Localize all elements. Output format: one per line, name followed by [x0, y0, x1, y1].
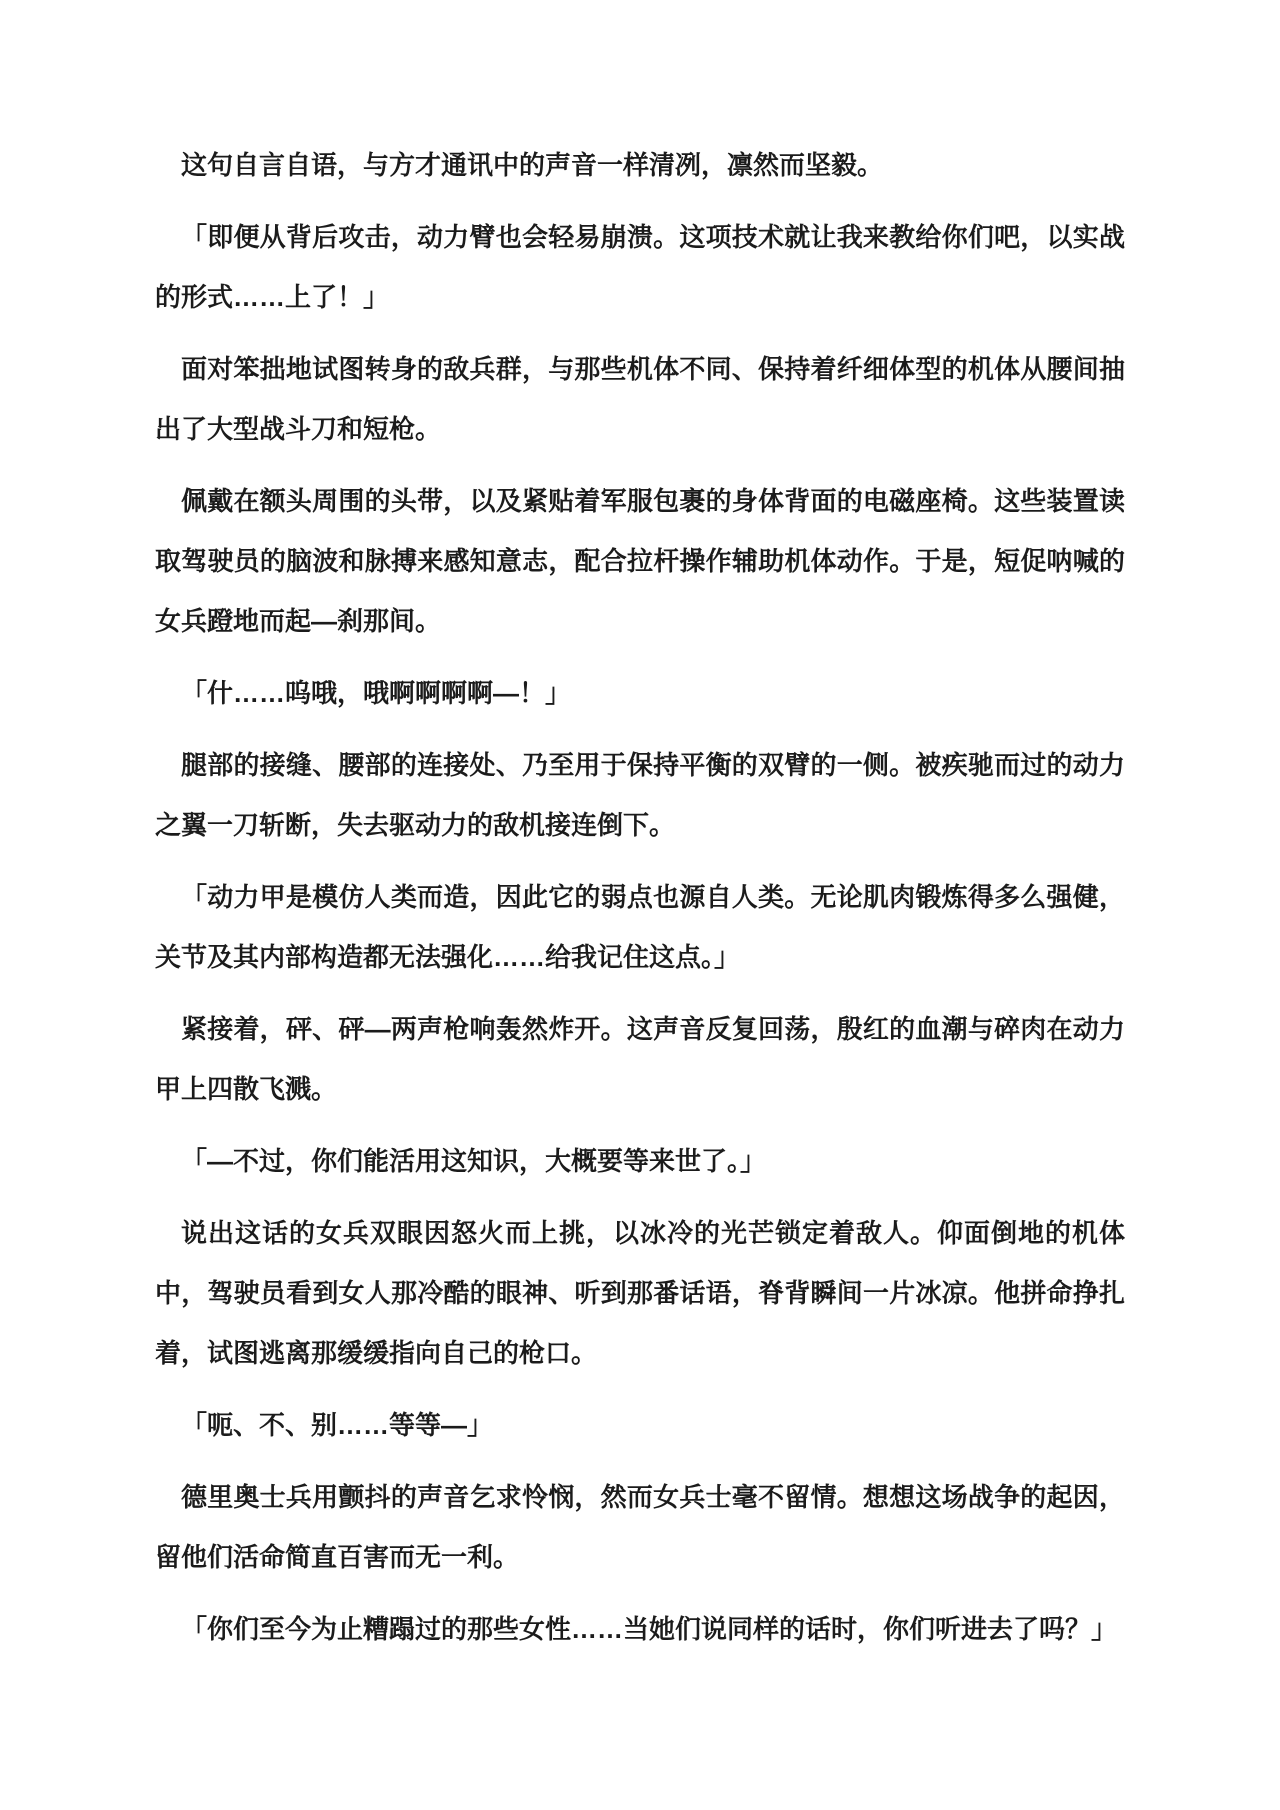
novel-paragraph-narration: 佩戴在额头周围的头带，以及紧贴着军服包裹的身体背面的电磁座椅。这些装置读取驾驶员的脑波和脉搏来感知意志，配合拉杆操作辅助机体动作。于是，短促呐喊的女兵蹬地而起—刹那间。 [155, 486, 1125, 636]
novel-paragraph-dialogue: 「什……呜哦，哦啊啊啊啊—！」 [181, 678, 572, 708]
novel-paragraph-dialogue: 「—不过，你们能活用这知识，大概要等来世了。」 [181, 1146, 767, 1176]
novel-paragraph-narration: 这句自言自语，与方才通讯中的声音一样清冽，凛然而坚毅。 [181, 150, 884, 180]
novel-paragraph-dialogue: 「你们至今为止糟蹋过的那些女性……当她们说同样的话时，你们听进去了吗？」 [181, 1614, 1118, 1644]
novel-paragraph-narration: 德里奥士兵用颤抖的声音乞求怜悯，然而女兵士毫不留情。想想这场战争的起因，留他们活命简直百害而无一利。 [155, 1482, 1125, 1572]
novel-paragraph-narration: 腿部的接缝、腰部的连接处、乃至用于保持平衡的双臂的一侧。被疾驰而过的动力之翼一刀斩断，失去驱动力的敌机接连倒下。 [155, 750, 1125, 840]
novel-paragraph-dialogue: 「呃、不、别……等等—」 [181, 1410, 494, 1440]
novel-paragraph-dialogue: 「动力甲是模仿人类而造，因此它的弱点也源自人类。无论肌肉锻炼得多么强健，关节及其内部构造都无法强化……给我记住这点。」 [155, 882, 1125, 972]
novel-paragraph-narration: 面对笨拙地试图转身的敌兵群，与那些机体不同、保持着纤细体型的机体从腰间抽出了大型战斗刀和短枪。 [155, 354, 1125, 444]
novel-paragraph-narration: 说出这话的女兵双眼因怒火而上挑，以冰冷的光芒锁定着敌人。仰面倒地的机体中，驾驶员看到女人那冷酷的眼神、听到那番话语，脊背瞬间一片冰凉。他拼命挣扎着，试图逃离那缓缓指向自己的枪口。 [155, 1218, 1125, 1368]
novel-paragraph-dialogue: 「即便从背后攻击，动力臂也会轻易崩溃。这项技术就让我来教给你们吧，以实战的形式……上了！」 [155, 222, 1125, 312]
novel-paragraph-narration: 紧接着，砰、砰—两声枪响轰然炸开。这声音反复回荡，殷红的血潮与碎肉在动力甲上四散飞溅。 [155, 1014, 1125, 1104]
